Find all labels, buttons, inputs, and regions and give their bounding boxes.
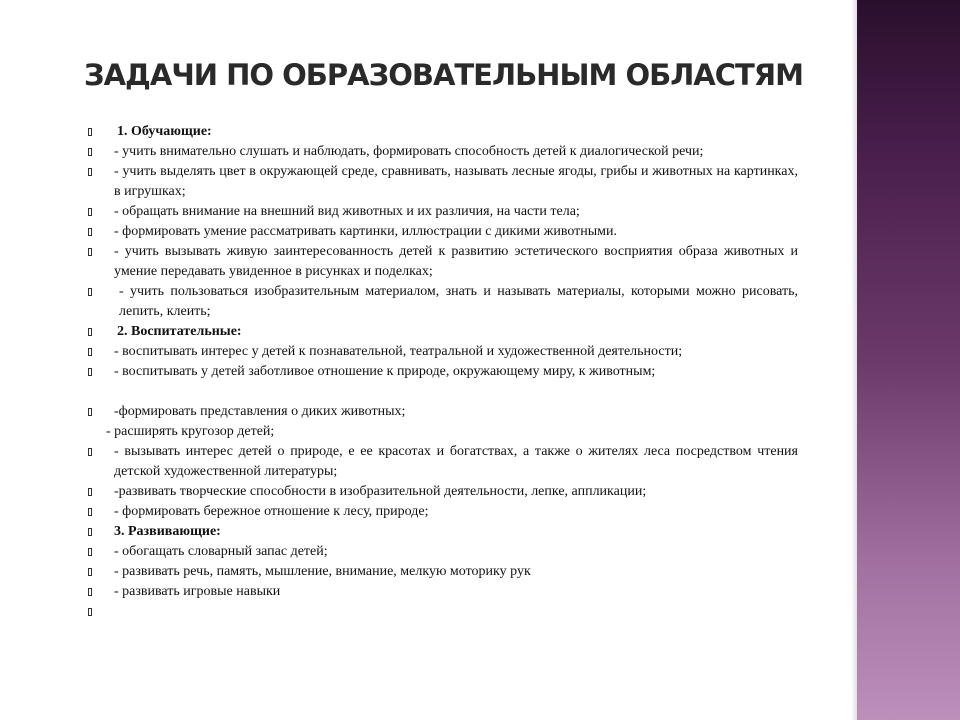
- list-item: - обогащать словарный запас детей;: [86, 542, 798, 562]
- list-item: -развивать творческие способности в изобразительной деятельности, лепке, аппликации;: [86, 482, 798, 502]
- list-item: - учить внимательно слушать и наблюдать, формировать способность детей к диалогической речи;: [86, 142, 798, 162]
- section-heading-learning: 1. Обучающие:: [86, 122, 798, 142]
- list-item: - вызывать интерес детей о природе, е ее красотах и богатствах, а также о жителях леса посредством чтения детской художественной литературы;: [86, 442, 798, 482]
- list-item: - учить пользоваться изобразительным материалом, знать и называть материалы, которыми можно рисовать, лепить, клеить;: [86, 282, 798, 322]
- list-item: - обращать внимание на внешний вид животных и их различия, на части тела;: [86, 202, 798, 222]
- list-item: - воспитывать у детей заботливое отношение к природе, окружающему миру, к животным;: [86, 362, 798, 382]
- list-spacer: [86, 382, 798, 402]
- list-item: -формировать представления о диких животных;: [86, 402, 798, 422]
- list-item: - расширять кругозор детей;: [106, 424, 275, 439]
- list-item: - развивать игровые навыки: [86, 582, 798, 602]
- list-item: - развивать речь, память, мышление, внимание, мелкую моторику рук: [86, 562, 798, 582]
- list-item: - учить вызывать живую заинтересованность детей к развитию эстетического восприятия образа животных и умение передавать увиденное в рисунках и поделках;: [86, 242, 798, 282]
- decorative-side-band: [857, 0, 960, 720]
- slide-title: ЗАДАЧИ ПО ОБРАЗОВАТЕЛЬНЫМ ОБЛАСТЯМ: [84, 58, 803, 92]
- list-item: - воспитывать интерес у детей к познавательной, театральной и художественной деятельности;: [86, 342, 798, 362]
- section-heading-developing: 3. Развивающие:: [86, 522, 798, 542]
- section-heading-upbringing: 2. Воспитательные:: [86, 322, 798, 342]
- list-item: - формировать умение рассматривать картинки, иллюстрации с дикими животными.: [86, 222, 798, 242]
- list-item: - формировать бережное отношение к лесу, природе;: [86, 502, 798, 522]
- list-item: - учить выделять цвет в окружающей среде, сравнивать, называть лесные ягоды, грибы и животных на картинках, в игрушках;: [86, 162, 798, 202]
- task-bullet-list: [86, 122, 798, 602]
